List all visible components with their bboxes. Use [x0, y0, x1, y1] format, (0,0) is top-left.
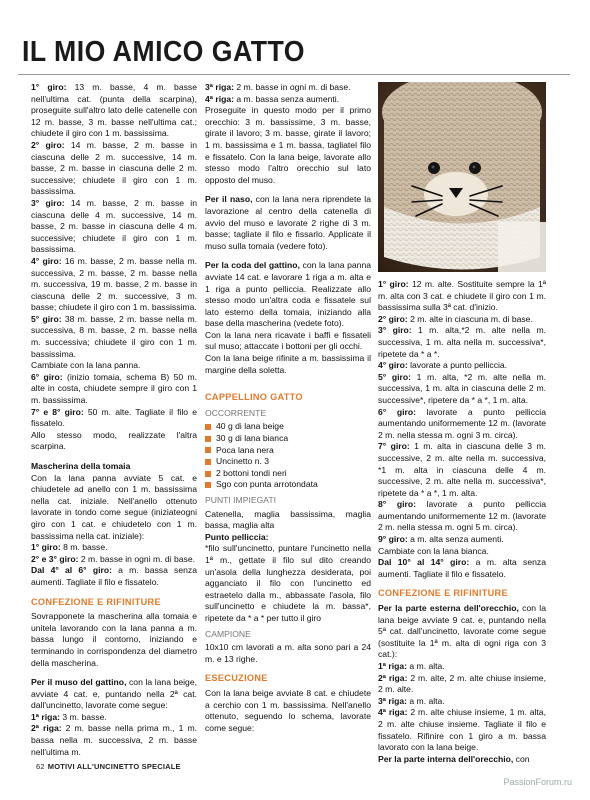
step-text: 1 m. alta in ciascuna delle 3 m. successive, 2 m. alte nella m. successiva, *1 m. alta in ciascuna delle 4 m. successive, 2 m. alte nella m. successiva*, ripetete da * a *, 1 m. alta.	[378, 441, 547, 498]
watermark: PassionForum.ru	[503, 777, 572, 787]
step-label: 6° giro:	[31, 371, 63, 382]
step-label: 6° giro:	[378, 406, 416, 417]
paragraph	[31, 461, 197, 473]
step-text: Allo stesso modo, realizzate l'altra scarpina.	[31, 429, 197, 452]
step-text: 13 m. basse, 4 m. basse nell'ultima cat. (punta della scarpina), proseguite sull'altro lato delle catenelle con 12 m. basse, 3 m. basse nell'ultima cat.; chiudete il giro con 1 m. bassissima.	[31, 82, 197, 139]
material-text: Poca lana nera	[216, 444, 274, 455]
column-2	[205, 82, 371, 734]
paragraph	[378, 314, 546, 326]
step-label: 3ª riga:	[205, 82, 234, 92]
bullet-square-icon	[205, 482, 211, 488]
step-label: 5° giro:	[378, 371, 411, 382]
material-item	[205, 421, 371, 433]
spacer	[205, 376, 371, 384]
step-label: 4° giro:	[378, 360, 408, 371]
paragraph	[205, 82, 371, 94]
step-label: 4ª riga:	[205, 93, 234, 104]
section-heading: CONFEZIONE E RIFINITURE	[31, 596, 161, 607]
spacer	[31, 453, 197, 461]
step-label: Per il muso del gattino,	[31, 677, 127, 688]
step-text: Catenella, maglia bassissima, maglia bassa, maglia alta	[205, 508, 371, 531]
bullet-square-icon	[205, 471, 211, 477]
paragraph	[378, 441, 546, 499]
material-item	[205, 479, 371, 491]
step-label: 2° e 3° giro:	[31, 553, 79, 564]
step-text: 1 m. alta, *2 m. alte nella m. successiva, 1 m. alta in ciascuna delle 2 m. successive*, ripetere da * a *, 1 m. alta.	[378, 371, 546, 405]
step-label: 5° giro:	[31, 313, 62, 324]
paragraph	[31, 372, 197, 407]
step-label: 2° giro:	[31, 139, 65, 150]
page-title: IL MIO AMICO GATTO	[22, 36, 305, 68]
step-text: con la lana beige avviate 9 cat. e, puntando nella 5ª cat. dall'uncinetto, lavorate come segue (sostituite la 1ª m. alta di ogni riga con 3 cat.):	[378, 603, 546, 660]
material-text: Sgo con punta arrotondata	[216, 479, 318, 490]
step-text: a m. alta senza aumenti.	[407, 534, 504, 545]
paragraph	[378, 325, 546, 360]
step-text: 2 m. alte, 2 m. alte chiuse insieme, 2 m. alte.	[378, 672, 546, 695]
paragraph	[31, 611, 197, 669]
bullet-square-icon	[205, 436, 211, 442]
paragraph	[31, 712, 197, 724]
paragraph	[31, 430, 197, 453]
paragraph	[31, 473, 197, 543]
paragraph	[378, 279, 546, 314]
step-text: 14 m. basse, 2 m. basse in ciascuna delle 4 m. successive, 14 m. basse, 2 m. basse in ciascuna delle 4 m. successive; chiudete il giro con 1 m. bassissima.	[31, 197, 197, 255]
step-text: Con la lana beige avviate 8 cat. e chiudete a cerchio con 1 m. bassissima. Nell'anello ottenuto, seguendo lo schema, lavorate come segue:	[205, 687, 371, 733]
step-label: 9° giro:	[378, 534, 408, 545]
step-text: Con la lana beige rifinite a m. bassissima il margine della soletta.	[205, 353, 371, 375]
paragraph	[378, 557, 546, 580]
paragraph	[378, 696, 546, 708]
paragraph	[31, 82, 197, 140]
paragraph	[31, 256, 197, 314]
step-label: 2ª riga:	[31, 723, 62, 734]
paragraph	[378, 673, 546, 696]
paragraph	[31, 140, 197, 198]
column-3	[378, 279, 546, 765]
step-text: 38 m. basse, 2 m. basse nella m. successiva, 8 m. basse, 2 m. basse nella m. successiva; chiudete il giro con 1 m. bassissima.	[31, 313, 197, 359]
step-text: 12 m. alte. Sostituite sempre la 1ª m. alta con 3 cat. e chiudete il giro con 1 m. bassissima sulla 3ª cat. d'inizio.	[378, 279, 547, 313]
step-text: a m. bassa senza aumenti. Tagliate il filo e fissatelo.	[31, 565, 197, 587]
step-text: 14 m. basse, 2 m. basse in ciascuna delle 2 m. successive, 14 m. basse, 2 m. basse in ciascuna delle 2 m. successive; chiudete il giro con 1 m. bassissima.	[31, 139, 197, 197]
paragraph	[378, 603, 546, 661]
paragraph	[378, 360, 546, 372]
step-text: 8 m. basse.	[60, 542, 108, 553]
column-1	[31, 82, 197, 758]
material-text: 40 g di lana beige	[216, 421, 284, 432]
step-text: 1 m. alta,*2 m. alte nella m. successiva, 1 m. alta nella m. successiva*, ripetete da * a *.	[378, 325, 546, 359]
paragraph	[31, 723, 197, 758]
step-label: 2ª riga:	[378, 672, 408, 683]
step-label: 1ª riga:	[31, 711, 60, 722]
step-label: 1ª riga:	[378, 661, 407, 671]
step-label: 3ª riga:	[378, 695, 407, 706]
material-text: 30 g di lana bianca	[216, 433, 289, 444]
section-heading: CAPPELLINO GATTO	[205, 392, 303, 403]
paragraph	[378, 372, 546, 407]
step-label: Per la coda del gattino,	[205, 260, 300, 271]
material-item	[205, 445, 371, 457]
step-label: Per la parte interna dell'orecchio,	[378, 753, 514, 764]
bullet-square-icon	[205, 424, 211, 430]
page-number: 62	[36, 762, 45, 771]
material-item	[205, 456, 371, 468]
step-text: 2 m. basse in ogni m. di base.	[78, 553, 196, 564]
step-label: Per la parte esterna dell'orecchio,	[378, 603, 519, 614]
cat-hat-photo	[378, 82, 546, 272]
step-text: a m. alta.	[406, 661, 445, 671]
step-text: 2 m. alte chiuse insieme, 1 m. alta, 2 m. alte chiuse insieme. Tagliate il filo e fissatelo. Rifinire con 1 giro a m. bassa lavorato con la lana beige.	[378, 707, 546, 753]
paragraph	[378, 707, 546, 753]
page-header	[0, 0, 590, 80]
paragraph	[31, 565, 197, 588]
step-label: Mascherina della tomaia	[31, 461, 131, 471]
paragraph	[378, 754, 546, 766]
cat-hat-illustration	[378, 82, 546, 272]
step-text: Cambiate con la lana bianca.	[378, 545, 489, 556]
step-label: Dal 10° al 14° giro:	[378, 557, 470, 568]
subsection-heading: OCCORRENTE	[205, 407, 267, 418]
paragraph	[378, 534, 546, 546]
paragraph	[205, 509, 371, 532]
step-label: 7° giro:	[378, 441, 410, 452]
step-text: Cambiate con la lana panna.	[31, 360, 141, 371]
step-text: Con la lana nera ricavate i baffi e fissateli sul muso; attaccate i bottoni per gli occhi.	[205, 329, 371, 352]
step-text: 10x10 cm lavorati a m. alta sono pari a 24 m. e 13 righe.	[205, 642, 371, 664]
spacer	[31, 669, 197, 677]
step-text: Sovrapponete la mascherina alla tomaia e unitela lavorando con la lana panna a m. bassa lungo il contorno, iniziando e terminando in corrispondenza del diametro della mascherina.	[31, 611, 197, 668]
step-text: lavorate a punto pelliccia aumentando uniformemente 12 m. (lavorate 2 m. nella stessa m. ogni 3 m. circa).	[378, 406, 546, 440]
material-text: 2 bottoni tondi neri	[216, 467, 287, 478]
paragraph	[31, 198, 197, 256]
step-text: 2 m. alte in ciascuna m. di base.	[407, 313, 533, 324]
step-text: Proseguite in questo modo per il primo orecchio: 3 m. bassissime, 3 m. basse, girate il lavoro; 3 m. basse, girate il lavoro; 1 m. bassissima e 1 m. bassa, tagliatel filo e fissatelo. Con la lana beige, lavorate allo stesso modo l'altro orecchio sul lato opposto del muso.	[205, 105, 371, 185]
step-text: Con la lana panna avviate 5 cat. e chiudetele ad anello con 1 m. bassissima nella cat. iniziale. Nell'anello ottenuto lavorate in tondo come segue (iniziateogni giro con 1 cat. e chiudetelo con 1 m. bassissima nella cat. iniziale):	[31, 472, 197, 541]
step-text: *filo sull'uncinetto, puntare l'uncinetto nella 1ª m., gettate il filo sul dito creando un'asola della lunghezza desiderata, poi agganciato il filo con l'uncinetto ed estraetelo dalla m., abbassate l'asola, filo sull'uncinetto e chiudete la m. bassa*, ripetete da * a * per tutto il giro	[205, 543, 371, 623]
step-text: a m. alta.	[406, 695, 445, 706]
step-label: 4ª riga:	[378, 707, 408, 718]
step-text: 2 m. basse in ogni m. di base.	[233, 82, 351, 92]
section-heading: ESECUZIONE	[205, 673, 268, 684]
paragraph	[205, 532, 371, 544]
step-text: 3 m. basse.	[59, 711, 107, 722]
step-label: 2° giro:	[378, 313, 408, 324]
paragraph	[31, 554, 197, 566]
step-text: con la lana nera riprendete la lavorazione al centro della catenella di avvio del muso e lavorate 2 righe di 3 m. basse; tagliate il filo e fissarlo. Applicate il muso sulla tomaia (vedere foto).	[205, 194, 371, 251]
paragraph	[205, 94, 371, 106]
step-text: 16 m. basse, 2 m. basse nella m. successiva, 2 m. basse, 2 m. basse nella m. successiva, 19 m. basse, 2 m. basse in ciascuna delle 2 m. successive, 3 m. basse; chiudete il giro con 1 m. bassissima.	[31, 255, 197, 313]
paragraph	[205, 330, 371, 353]
step-text: con la lana panna avviate 14 cat. e lavorare 1 riga a m. alta e 1 riga a punto pelliccia. Realizzate allo stesso modo un'altra coda e fissatele sul lato esterno della tomaia, iniziando alla base della mascherina (vedete foto).	[205, 260, 371, 329]
step-label: 7° e 8° giro:	[31, 406, 84, 417]
paragraph	[31, 542, 197, 554]
paragraph	[205, 543, 371, 624]
paragraph	[205, 260, 371, 330]
spacer	[205, 186, 371, 194]
step-label: 1° giro:	[31, 542, 61, 553]
paragraph	[378, 661, 546, 673]
subsection-heading: CAMPIONE	[205, 628, 251, 639]
material-item	[205, 468, 371, 480]
paragraph	[31, 314, 197, 360]
step-label: 3° giro:	[31, 197, 65, 208]
step-text: 2 m. basse nella prima m., 1 m. bassa nella m. successiva, 2 m. basse nell'ultima m.	[31, 723, 197, 757]
step-label: 4° giro:	[31, 255, 62, 266]
step-text: a m. alta senza aumenti. Tagliate il filo e fissatelo.	[378, 557, 546, 579]
section-heading: CONFEZIONE E RIFINITURE	[378, 588, 508, 599]
step-label: 1° giro:	[31, 82, 67, 92]
paragraph	[31, 677, 197, 712]
paragraph	[31, 407, 197, 430]
bullet-square-icon	[205, 459, 211, 465]
paragraph	[378, 407, 546, 442]
paragraph	[378, 499, 546, 534]
step-text: a m. bassa senza aumenti.	[233, 93, 340, 104]
paragraph	[378, 546, 546, 558]
step-label: 1° giro:	[378, 279, 409, 289]
spacer	[205, 252, 371, 260]
paragraph	[205, 353, 371, 376]
step-text: lavorate a punto pelliccia aumentando uniformemente 12 m. (lavorate 2 m. nella stessa m. ogni 5 m. circa).	[378, 499, 546, 533]
paragraph	[205, 688, 371, 734]
paragraph	[205, 105, 371, 186]
paragraph	[205, 642, 371, 665]
step-label: Punto pelliccia:	[205, 531, 269, 542]
subsection-heading: PUNTI IMPIEGATI	[205, 495, 276, 505]
header-rule	[18, 74, 570, 75]
material-item	[205, 433, 371, 445]
step-text: (inizio tomaia, schema B) 50 m. alte in costa, chiudete sempre il giro con 1 m. bassissima.	[31, 371, 197, 406]
step-text: 50 m. alte. Tagliate il filo e fissatelo.	[31, 406, 197, 429]
paragraph	[31, 360, 197, 372]
step-label: Per il naso,	[205, 194, 253, 205]
step-text: lavorate a punto pelliccia.	[407, 360, 508, 371]
magazine-name: MOTIVI ALL'UNCINETTO SPECIALE	[47, 762, 181, 771]
step-text: con	[513, 753, 530, 764]
step-label: 8° giro:	[378, 499, 416, 510]
page-footer	[36, 762, 181, 771]
step-label: Dal 4° al 6° giro:	[31, 565, 112, 576]
bullet-square-icon	[205, 447, 211, 453]
paragraph	[205, 194, 371, 252]
material-text: Uncinetto n. 3	[216, 456, 270, 467]
step-label: 3° giro:	[378, 325, 412, 336]
step-text: con la lana beige, avviate 4 cat. e, puntando nella 2ª cat. dall'uncinetto, lavorate come segue:	[31, 677, 197, 711]
